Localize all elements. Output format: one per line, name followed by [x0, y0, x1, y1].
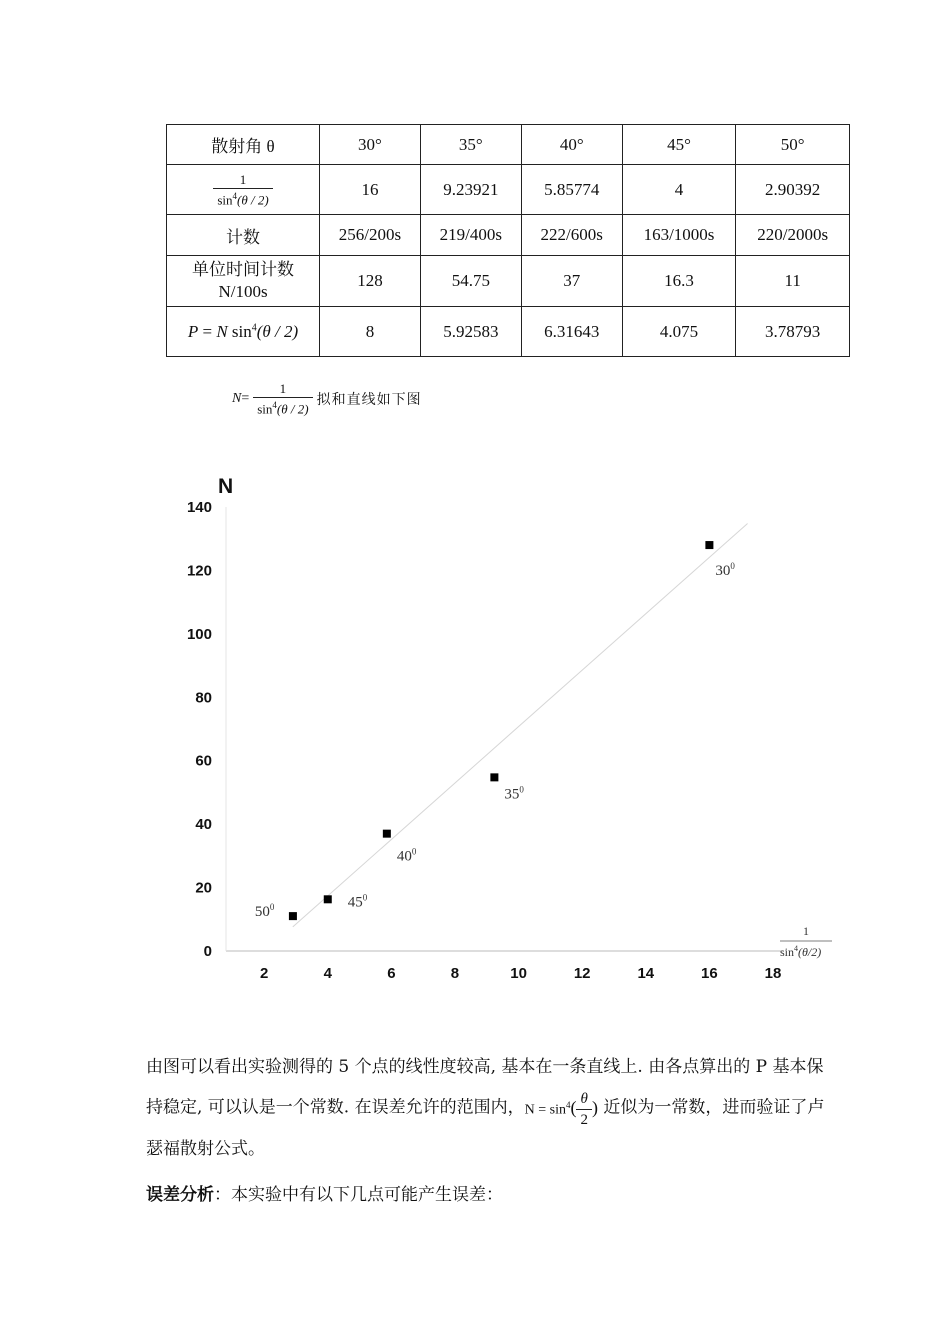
cell-p: 3.78793	[736, 307, 850, 357]
sin-text: sin	[780, 945, 795, 959]
inline-formula	[525, 1086, 598, 1130]
point-label-degree: 0	[730, 561, 735, 572]
point-label-degree: 0	[411, 846, 417, 857]
scatter-chart	[0, 460, 950, 1000]
cell-inv-sin: 4	[622, 165, 736, 215]
sin-text: sin	[227, 321, 252, 341]
point-label-value: 40	[396, 848, 412, 865]
fraction-numerator: 1	[253, 382, 312, 398]
table-row-rate	[167, 256, 850, 307]
cell-inv-sin: 16	[320, 165, 421, 215]
fraction-numerator: 1	[213, 173, 272, 189]
n-symbol: N	[232, 390, 242, 406]
y-axis-label: N	[218, 475, 234, 498]
x-label-numerator: 1	[803, 924, 809, 938]
point-label-value: 50	[254, 904, 270, 921]
cell-count: 219/400s	[420, 215, 521, 256]
power-sup: 4	[272, 400, 277, 410]
p-symbol: P	[187, 321, 199, 341]
y-tick-label: 60	[195, 752, 212, 770]
cell-p: 4.075	[622, 307, 736, 357]
point-label	[397, 847, 417, 865]
y-tick-label: 80	[195, 689, 212, 707]
cell-p: 6.31643	[521, 307, 622, 357]
data-point	[289, 912, 297, 920]
fraction-denominator: 2	[580, 1112, 588, 1129]
x-tick-label: 6	[387, 965, 396, 982]
y-tick-label: 140	[186, 499, 212, 516]
x-tick-label: 8	[450, 965, 460, 982]
fraction-numerator: θ	[576, 1092, 592, 1110]
cell-count: 163/1000s	[622, 215, 736, 256]
point-label-degree: 0	[519, 784, 524, 795]
inv-sin-fraction	[213, 173, 272, 206]
paren-open: (	[570, 1097, 577, 1118]
cell-angle-label: 散射角 θ	[167, 125, 320, 165]
point-label-degree: 0	[269, 902, 275, 913]
x-axis	[260, 965, 781, 982]
error-analysis-text: ：本实验中有以下几点可能产生误差：	[214, 1185, 503, 1205]
y-axis	[187, 499, 212, 960]
cell-rate-label	[167, 256, 320, 307]
power-sup: 4	[565, 1100, 571, 1110]
cell-angle: 50°	[736, 125, 850, 165]
sin-argument: (θ / 2)	[256, 321, 299, 341]
formula-fraction	[576, 1092, 592, 1128]
table-row-p	[167, 307, 850, 357]
fit-line	[293, 523, 748, 926]
x-tick-label: 4	[323, 965, 332, 982]
cell-inv-sin: 2.90392	[736, 165, 850, 215]
error-analysis-paragraph	[146, 1176, 836, 1214]
cell-angle: 35°	[420, 125, 521, 165]
fit-caption-text: 拟和直线如下图	[316, 392, 422, 408]
rate-label-line2: N/100s	[218, 282, 268, 301]
cell-angle: 30°	[320, 125, 421, 165]
point-label-value: 45	[347, 894, 363, 911]
equals-sign: =	[241, 390, 250, 406]
paren-close: )	[591, 1097, 598, 1118]
cell-count: 222/600s	[521, 215, 622, 256]
x-tick-label: 12	[573, 965, 591, 982]
cell-inv-sin: 5.85774	[521, 165, 622, 215]
point-label	[348, 892, 368, 910]
fit-caption	[232, 382, 422, 415]
cell-rate: 16.3	[622, 256, 736, 307]
equals-sign: =	[198, 321, 217, 341]
x-tick-label: 18	[764, 965, 782, 982]
y-tick-label: 100	[186, 625, 212, 643]
cell-rate: 54.75	[420, 256, 521, 307]
sin-argument: (θ/2)	[798, 945, 822, 959]
conclusion-text: 由图可以看出实验测得的 5 个点的线性度较高, 基本在一条直线上. 由各点算出的 P 基本保持稳定, 可以认是一个常数. 在误差允许的范围内，	[146, 1057, 824, 1118]
cell-p: 5.92583	[420, 307, 521, 357]
cell-rate: 37	[521, 256, 622, 307]
conclusion-text-end: 近似为一常数，进而验证了卢瑟福散射公式。	[146, 1097, 825, 1159]
data-point	[705, 541, 713, 549]
y-tick-label: 120	[186, 562, 212, 580]
table-row-inv-sin	[167, 165, 850, 215]
fraction-denominator	[253, 398, 312, 415]
y-tick-label: 0	[203, 943, 212, 960]
power-sup: 4	[251, 321, 257, 333]
cell-p: 8	[320, 307, 421, 357]
point-label-value: 35	[504, 786, 520, 803]
cell-rate: 128	[320, 256, 421, 307]
n-symbol: N	[216, 321, 228, 341]
scattering-data-table	[166, 124, 850, 357]
cell-count: 220/2000s	[736, 215, 850, 256]
sin-text: sin	[257, 401, 273, 417]
point-label-value: 30	[715, 563, 731, 580]
cell-inv-sin: 9.23921	[420, 165, 521, 215]
x-tick-label: 14	[637, 965, 655, 982]
formula-lhs: N =	[524, 1102, 547, 1118]
point-label-degree: 0	[362, 892, 368, 903]
table-row-angle	[167, 125, 850, 165]
point-label	[715, 561, 735, 579]
point-label	[255, 902, 275, 920]
sin-argument: (θ / 2)	[237, 192, 269, 208]
power-sup: 4	[232, 190, 237, 201]
cell-p-label	[167, 307, 320, 357]
point-label	[504, 784, 524, 802]
sin-text: sin	[217, 192, 233, 208]
sin-argument: (θ / 2)	[276, 401, 309, 417]
x-axis-label	[780, 924, 832, 959]
fraction-denominator	[213, 189, 272, 206]
sin-text: sin	[549, 1102, 566, 1118]
x-tick-label: 2	[259, 965, 269, 982]
cell-rate: 11	[736, 256, 850, 307]
cell-count-label: 计数	[167, 215, 320, 256]
rate-label-line1: 单位时间计数	[192, 260, 294, 279]
conclusion-paragraph	[146, 1048, 836, 1168]
x-tick-label: 16	[701, 965, 718, 982]
error-analysis-heading: 误差分析	[146, 1185, 214, 1205]
y-tick-label: 20	[195, 879, 212, 897]
x-tick-label: 10	[510, 965, 527, 982]
y-tick-label: 40	[195, 816, 212, 834]
data-point	[383, 830, 391, 838]
cell-angle: 40°	[521, 125, 622, 165]
data-point	[324, 895, 332, 903]
power-sup: 4	[794, 944, 799, 953]
fit-fraction	[253, 382, 312, 415]
cell-angle: 45°	[622, 125, 736, 165]
data-point	[490, 773, 498, 781]
cell-inv-sin-label	[167, 165, 320, 215]
x-label-denominator	[780, 944, 821, 959]
cell-count: 256/200s	[320, 215, 421, 256]
table-row-count	[167, 215, 850, 256]
